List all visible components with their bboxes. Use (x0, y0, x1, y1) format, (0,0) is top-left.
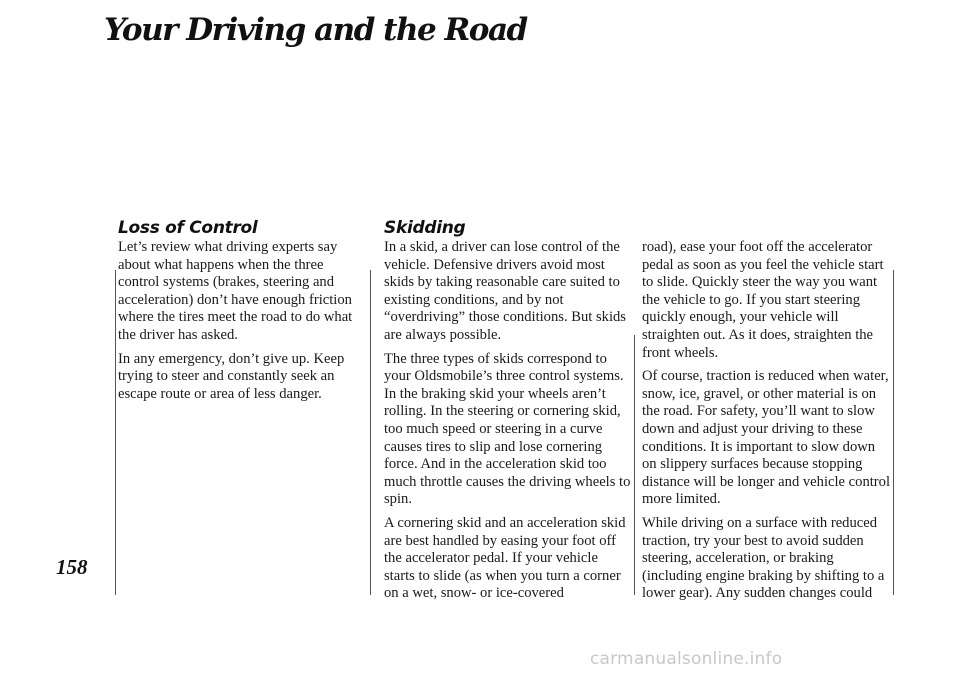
paragraph: In a skid, a driver can lose control of the vehicle. Defensive drivers avoid most skids by taking reasonable care suited to existing conditions, and by not “overdriving” those conditions. But skids are always possible. (384, 239, 626, 343)
loss-of-control-column (118, 239, 368, 409)
skidding-column-2 (642, 239, 892, 609)
skidding-heading: Skidding (384, 218, 466, 238)
page-number: 158 (56, 555, 88, 579)
paragraph: In any emergency, don’t give up. Keep trying to steer and constantly seek an escape route or area of less danger. (118, 350, 345, 402)
loss-of-control-heading: Loss of Control (118, 218, 258, 238)
paragraph: Of course, traction is reduced when water, snow, ice, gravel, or other material is on the road. For safety, you’ll want to slow down and adjust your driving to these conditions. It is important to slow down on slippery surfaces because stopping distance will be longer and vehicle control more limited. (642, 368, 891, 508)
column-rule-left (115, 270, 116, 595)
section-title: Your Driving and the Road (104, 12, 527, 48)
column-rule-mid (370, 270, 371, 595)
paragraph: Let’s review what driving experts say about what happens when the three control systems (brakes, steering and acceleration) don’t have enough friction where the tires meet the road to do what the driver has asked. (118, 239, 353, 343)
column-rule-right (634, 335, 635, 595)
paragraph: road), ease your foot off the accelerator pedal as soon as you feel the vehicle start to slide. Quickly steer the way you want the vehicle to go. If you start steering quickly enough, your vehicle will straighten out. As it does, straighten the front wheels. (642, 239, 884, 361)
paragraph: While driving on a surface with reduced traction, try your best to avoid sudden steering, acceleration, or braking (including engine braking by shifting to a lower gear). Any sudden changes could (642, 514, 885, 602)
skidding-column-1 (384, 239, 632, 609)
column-rule-far-right (893, 270, 894, 595)
paragraph: The three types of skids correspond to your Oldsmobile’s three control systems. In the braking skid your wheels aren’t rolling. In the steering or cornering skid, too much speed or steering in a curve causes tires to slip and lose cornering force. And in the acceleration skid too much throttle causes the driving wheels to spin. (384, 350, 631, 508)
watermark-text: carmanualsonline.info (590, 649, 783, 669)
paragraph: A cornering skid and an acceleration skid are best handled by easing your foot off the accelerator pedal. If your vehicle starts to slide (as when you turn a corner on a wet, snow- or ice-covered (384, 514, 626, 602)
